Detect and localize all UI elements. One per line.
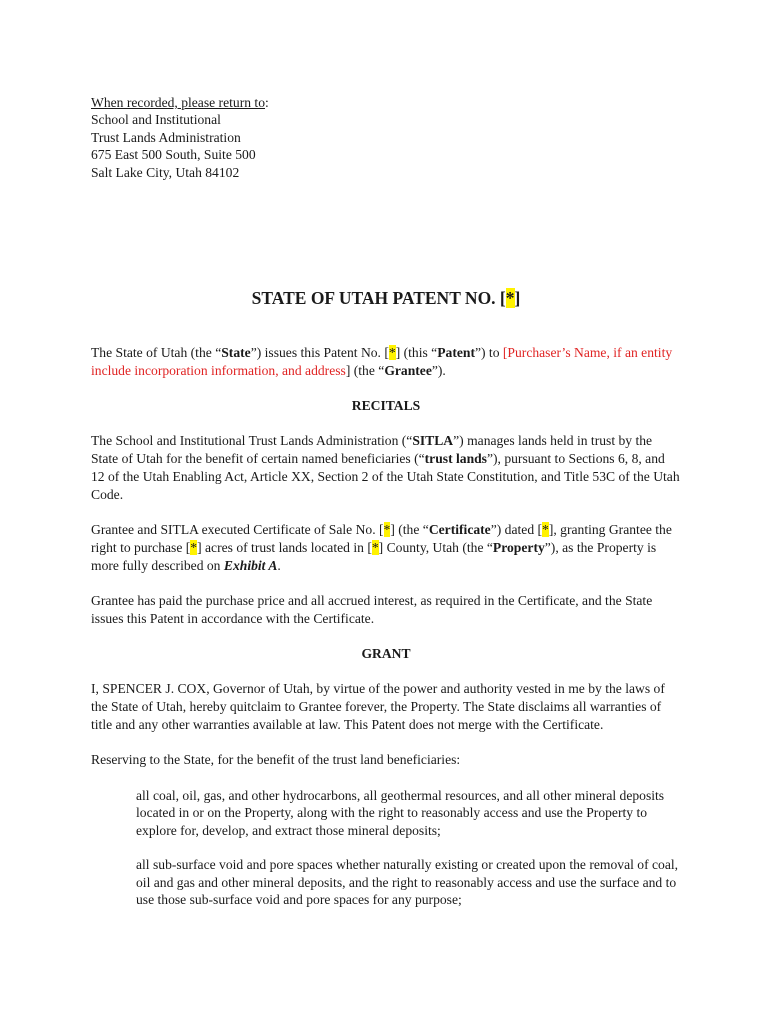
placeholder-highlight: * [388, 345, 396, 361]
return-line: Trust Lands Administration [91, 129, 241, 145]
return-label: When recorded, please return to: [91, 95, 269, 110]
return-line: 675 East 500 South, Suite 500 [91, 147, 256, 163]
reservation-item: all sub-surface void and pore spaces whether naturally existing or created upon the removal of coal, oil and gas and other mineral deposits, and the right to reasonably access and use the surface and to use those sub-surface void and pore spaces for any purpose; [136, 857, 679, 908]
return-label-text: When recorded, please return to [91, 95, 265, 110]
return-line: School and Institutional [91, 112, 221, 128]
placeholder-highlight: * [383, 522, 391, 538]
document-page [91, 94, 681, 908]
reservation-intro: Reserving to the State, for the benefit of the trust land beneficiaries: [91, 752, 461, 768]
grant-heading: GRANT [361, 646, 411, 662]
grant-paragraph: I, SPENCER J. COX, Governor of Utah, by virtue of the power and authority vested in me by the laws of the State of Utah, hereby quitclaim to Grantee forever, the Property. The State disclaims all warranties of title and any other warranties available at law. This Patent does not merge with the Certificate. [91, 681, 665, 733]
exhibit-reference: Exhibit A [223, 558, 278, 574]
return-line: Salt Lake City, Utah 84102 [91, 164, 240, 180]
recital-paragraph: Grantee has paid the purchase price and all accrued interest, as required in the Certificate, and the State issues this Patent in accordance with the Certificate. [91, 593, 653, 627]
recital-paragraph: The School and Institutional Trust Lands Administration (“SITLA”) manages lands held in trust by the State of Utah for the benefit of certain named beneficiaries (“trust lands”), pursuant to Sections 6, 8, and 12 of the Utah Enabling Act, Article XX, Section 2 of the Utah State Constitution, and Title 53C of the Utah Code. [91, 433, 680, 503]
return-address-block [91, 94, 681, 181]
intro-paragraph: The State of Utah (the “State”) issues this Patent No. [*] (this “Patent”) to [Purchaser’s Name, if an entity include incorporation information, and address] (the “Grantee”). [91, 345, 673, 379]
recitals-heading: RECITALS [351, 398, 421, 414]
recital-paragraph: Grantee and SITLA executed Certificate of Sale No. [*] (the “Certificate”) dated [*], granting Grantee the right to purchase [*] acres of trust lands located in [*] County, Utah (the “Property”), as the Property is more fully described on Exhibit A. [91, 522, 672, 574]
placeholder-highlight: * [371, 540, 379, 556]
document-title: STATE OF UTAH PATENT NO. [*] [251, 288, 521, 309]
placeholder-highlight: * [190, 540, 198, 556]
placeholder-highlight: * [542, 522, 549, 538]
reservation-item: all coal, oil, gas, and other hydrocarbons, all geothermal resources, and all other mineral deposits located in or on the Property, along with the right to reasonably access and use the Property to explore for, develop, and extract those mineral deposits; [136, 788, 665, 838]
purchaser-placeholder: [Purchaser’s Name, if an entity include incorporation information, and address [91, 345, 673, 379]
placeholder-highlight: * [505, 288, 515, 309]
